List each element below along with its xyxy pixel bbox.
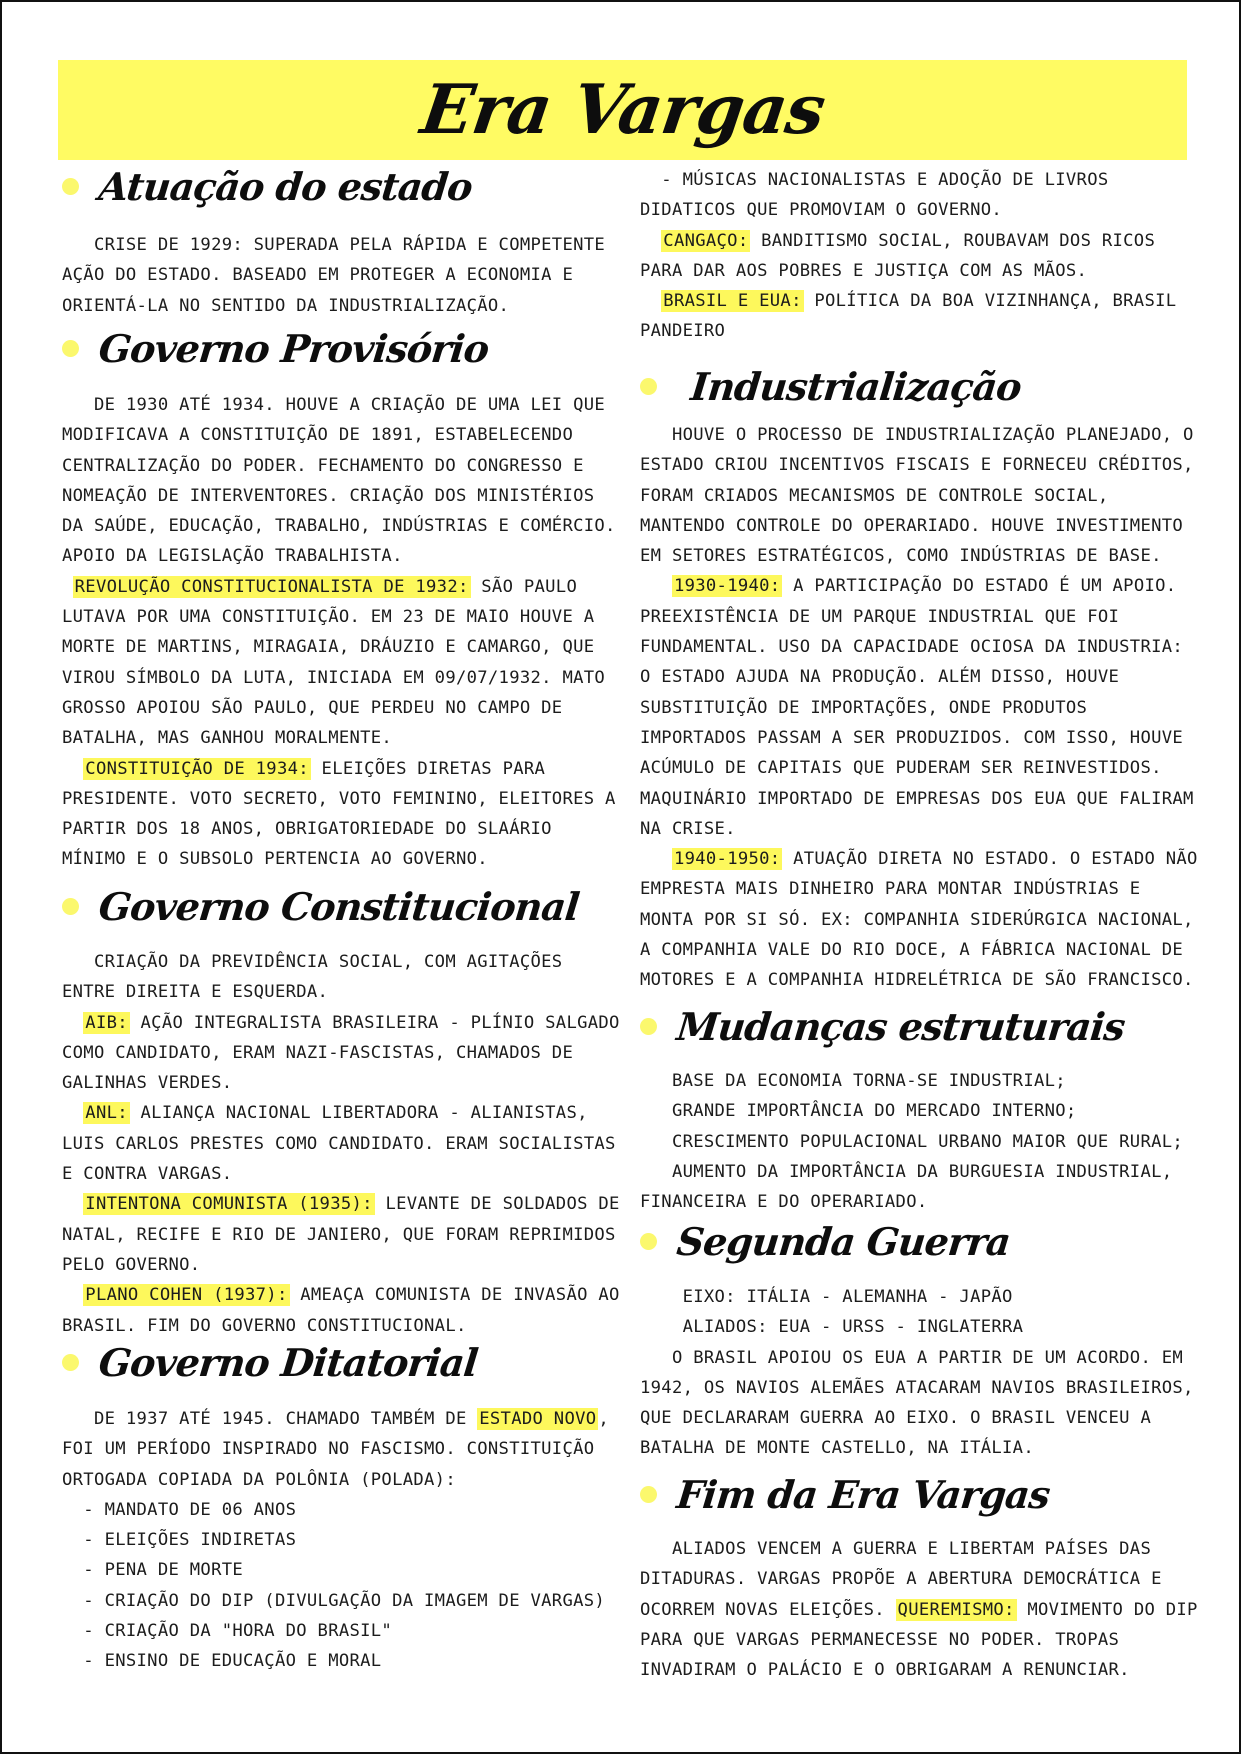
highlighted-term: INTENTONA COMUNISTA (1935): (85, 1194, 373, 1215)
text-line (62, 844, 616, 874)
text-segment: PARTIR DOS 18 ANOS, OBRIGATORIEDADE DO SLAÁRIO (62, 819, 552, 840)
text-segment: BASE DA ECONOMIA TORNA-SE INDUSTRIAL; (640, 1071, 1066, 1091)
highlighted-term: PLANO COHEN (1937): (85, 1285, 288, 1306)
text-segment: O ESTADO AJUDA NA PRODUÇÃO. ALÉM DISSO, HOUVE (640, 667, 1120, 688)
section-heading (62, 164, 475, 209)
section-heading (640, 1004, 1127, 1049)
text-line (640, 1282, 1194, 1312)
text-line (640, 1534, 1198, 1564)
text-segment: EIXO: ITÁLIA - ALEMANHA - JAPÃO (640, 1287, 1013, 1307)
text-line (640, 1312, 1194, 1342)
text-line (640, 1403, 1194, 1433)
text-line (640, 420, 1198, 450)
text-segment (640, 576, 672, 596)
text-line (640, 511, 1198, 541)
highlighted-term: QUEREMISMO: (897, 1599, 1015, 1620)
text-segment: 1942, OS NAVIOS ALEMÃES ATACARAM NAVIOS BRASILEIROS, (640, 1377, 1194, 1398)
text-segment: AÇÃO DO ESTADO. BASEADO EM PROTEGER A ECONOMIA E (62, 265, 574, 286)
text-line (62, 784, 616, 814)
text-line (62, 230, 605, 260)
highlighted-term: ESTADO NOVO (479, 1409, 597, 1429)
text-line (62, 632, 616, 662)
text-segment: - ENSINO DE EDUCAÇÃO E MORAL (62, 1651, 382, 1672)
text-line (62, 1495, 609, 1525)
text-segment: COMO CANDIDATO, ERAM NAZI-FASCISTAS, CHAMADOS DE (62, 1042, 574, 1063)
section-heading (62, 884, 582, 929)
section-heading (640, 1472, 1052, 1517)
text-segment: SÃO PAULO (470, 576, 578, 597)
text-segment: BANDITISMO SOCIAL, ROUBAVAM DOS RICOS (750, 230, 1156, 251)
section-body (62, 390, 616, 875)
text-segment: AMEAÇA COMUNISTA DE INVASÃO AO (289, 1285, 620, 1306)
text-segment: CENTRALIZAÇÃO DO PODER. FECHAMENTO DO CONGRESSO E (62, 455, 584, 476)
text-line (62, 511, 616, 541)
text-segment: FINANCEIRA E DO OPERARIADO. (640, 1192, 928, 1213)
text-segment (640, 231, 661, 251)
text-segment: EM SETORES ESTRATÉGICOS, COMO INDÚSTRIAS DE BASE. (640, 546, 1162, 567)
text-line (62, 814, 616, 844)
text-segment: ALIADOS VENCEM A GUERRA E LIBERTAM PAÍSES DAS (640, 1539, 1152, 1559)
text-segment (62, 1194, 83, 1214)
section-body (640, 1066, 1183, 1217)
text-segment (62, 1103, 83, 1123)
text-line (62, 1250, 620, 1280)
text-segment: VIROU SÍMBOLO DA LUTA, INICIADA EM 09/07/1932. MATO (62, 667, 606, 688)
text-segment: PRESIDENTE. VOTO SECRETO, VOTO FEMININO, ELEITORES A (62, 788, 616, 809)
highlighted-term: 1930-1940: (673, 576, 781, 597)
section-body (62, 947, 620, 1341)
text-line (62, 481, 616, 511)
text-segment: IMPORTADOS PASSAM A SER PRODUZIDOS. COM ISSO, HOUVE (640, 727, 1184, 748)
text-segment: AÇÃO INTEGRALISTA BRASILEIRA - PLÍNIO SALGADO (129, 1012, 620, 1033)
bullet-dot-icon (640, 1486, 657, 1503)
section-title: Governo Constitucional (96, 884, 582, 929)
text-line (62, 977, 620, 1007)
section-heading (640, 364, 1024, 409)
text-segment: MÍNIMO E O SUBSOLO PERTENCIA AO GOVERNO. (62, 849, 488, 870)
bullet-dot-icon (640, 1018, 657, 1035)
text-line (62, 723, 616, 753)
text-segment: ACÚMULO DE CAPITAIS QUE PUDERAM SER REINVESTIDOS. (640, 758, 1162, 779)
text-line (640, 256, 1176, 286)
text-segment: DITADURAS. VARGAS PROPÕE A ABERTURA DEMOCRÁTICA E (640, 1569, 1162, 1590)
text-line (62, 451, 616, 481)
text-segment: BATALHA, MAS GANHOU MORALMENTE. (62, 728, 393, 749)
text-line (640, 753, 1198, 783)
bullet-dot-icon (640, 1233, 657, 1250)
bullet-dot-icon (62, 898, 79, 915)
text-segment: , (598, 1409, 610, 1429)
highlighted-term: REVOLUÇÃO CONSTITUCIONALISTA DE 1932: (74, 576, 469, 597)
text-segment: - CRIAÇÃO DO DIP (DIVULGAÇÃO DA IMAGEM DE VARGAS) (62, 1590, 606, 1611)
text-line (640, 723, 1198, 753)
text-segment: FORAM CRIADOS MECANISMOS DE CONTROLE SOCIAL, (640, 485, 1109, 506)
section-title: Segunda Guerra (674, 1219, 1013, 1264)
text-segment: PREEXISTÊNCIA DE UM PARQUE INDUSTRIAL QUE FOI (640, 606, 1120, 627)
text-line (62, 291, 605, 321)
text-line (640, 814, 1198, 844)
text-segment: A PARTICIPAÇÃO DO ESTADO É UM APOIO. (782, 576, 1177, 597)
text-line (640, 693, 1198, 723)
text-line (640, 481, 1198, 511)
text-segment: ATUAÇÃO DIRETA NO ESTADO. O ESTADO NÃO (782, 849, 1198, 870)
text-segment: FUNDAMENTAL. USO DA CAPACIDADE OCIOSA DA INDUSTRIA: (640, 637, 1184, 658)
text-line (640, 1343, 1194, 1373)
text-line (62, 1404, 609, 1434)
text-segment (62, 1285, 83, 1305)
text-segment: ALIADOS: EUA - URSS - INGLATERRA (640, 1317, 1024, 1338)
text-segment (640, 291, 661, 311)
text-line (640, 450, 1198, 480)
text-line (640, 1625, 1198, 1655)
text-segment: FOI UM PERÍODO INSPIRADO NO FASCISMO. CONSTITUIÇÃO (62, 1439, 595, 1460)
text-line (62, 1098, 620, 1128)
text-segment: GROSSO APOIOU SÃO PAULO, QUE PERDEU NO CAMPO DE (62, 697, 563, 718)
section-title: Industrialização (688, 364, 1024, 409)
text-segment: E CONTRA VARGAS. (62, 1164, 233, 1185)
text-segment: DIDATICOS QUE PROMOVIAM O GOVERNO. (640, 200, 1003, 221)
text-line (62, 754, 616, 784)
text-line (62, 260, 605, 290)
continuation-body (640, 165, 1176, 347)
section-heading (62, 326, 491, 371)
text-line (62, 420, 616, 450)
text-segment: MODIFICAVA A CONSTITUIÇÃO DE 1891, ESTABELECENDO (62, 425, 574, 446)
text-segment: ORIENTÁ-LA NO SENTIDO DA INDUSTRIALIZAÇÃO. (62, 295, 510, 316)
text-segment: MONTA POR SI SÓ. EX: COMPANHIA SIDERÚRGICA NACIONAL, (640, 909, 1194, 930)
text-segment: ESTADO CRIOU INCENTIVOS FISCAIS E FORNECEU CRÉDITOS, (640, 455, 1194, 476)
text-line (62, 1586, 609, 1616)
text-segment: LUTAVA POR UMA CONSTITUIÇÃO. EM 23 DE MAIO HOUVE A (62, 607, 595, 628)
text-segment: MAQUINÁRIO IMPORTADO DE EMPRESAS DOS EUA QUE FALIRAM (640, 788, 1194, 809)
text-line (62, 1555, 609, 1585)
text-line (640, 602, 1198, 632)
text-line (62, 602, 616, 632)
text-line (640, 195, 1176, 225)
section-title: Atuação do estado (96, 164, 475, 209)
text-segment: DA SAÚDE, EDUCAÇÃO, TRABALHO, INDÚSTRIAS E COMÉRCIO. (62, 516, 616, 537)
text-line (62, 947, 620, 977)
text-segment: GRANDE IMPORTÂNCIA DO MERCADO INTERNO; (640, 1101, 1077, 1122)
text-segment: MANTENDO CONTROLE DO OPERARIADO. HOUVE INVESTIMENTO (640, 515, 1184, 536)
text-segment (640, 849, 672, 869)
text-segment: MOVIMENTO DO DIP (1016, 1599, 1198, 1620)
text-line (640, 1564, 1198, 1594)
section-title: Governo Ditatorial (96, 1340, 480, 1385)
text-segment: PARA QUE VARGAS PERMANECESSE NO PODER. TROPAS (640, 1629, 1120, 1650)
text-segment (62, 1013, 83, 1033)
text-segment: A COMPANHIA VALE DO RIO DOCE, A FÁBRICA NACIONAL DE (640, 940, 1184, 961)
text-segment: - CRIAÇÃO DA "HORA DO BRASIL" (62, 1621, 393, 1642)
text-line (62, 1616, 609, 1646)
text-line (640, 286, 1176, 316)
text-line (640, 1655, 1198, 1685)
section-title: Mudanças estruturais (674, 1004, 1127, 1049)
text-line (62, 1189, 620, 1219)
highlighted-term: CANGAÇO: (663, 230, 749, 251)
text-line (62, 1311, 620, 1341)
text-line (62, 541, 616, 571)
section-body (640, 420, 1198, 996)
text-segment: - MANDATO DE 06 ANOS (62, 1499, 297, 1520)
text-segment: O BRASIL APOIOU OS EUA A PARTIR DE UM ACORDO. EM (640, 1347, 1184, 1368)
text-line (62, 1525, 609, 1555)
text-line (640, 226, 1176, 256)
text-segment: ELEIÇÕES DIRETAS PARA (310, 758, 546, 779)
text-line (640, 1187, 1183, 1217)
highlighted-term: BRASIL E EUA: (663, 291, 802, 312)
bullet-dot-icon (62, 1354, 79, 1371)
text-segment: CRISE DE 1929: SUPERADA PELA RÁPIDA E COMPETENTE (62, 235, 606, 255)
text-line (640, 1096, 1183, 1126)
text-line (62, 663, 616, 693)
bullet-dot-icon (640, 378, 657, 395)
highlighted-term: 1940-1950: (673, 849, 781, 870)
highlighted-term: AIB: (85, 1012, 128, 1033)
section-body (62, 1404, 609, 1677)
text-line (640, 1595, 1198, 1625)
text-segment: ORTOGADA COPIADA DA POLÔNIA (POLADA): (62, 1469, 456, 1490)
text-line (640, 905, 1198, 935)
text-line (640, 662, 1198, 692)
text-segment: AUMENTO DA IMPORTÂNCIA DA BURGUESIA INDUSTRIAL, (640, 1161, 1173, 1182)
text-segment: PELO GOVERNO. (62, 1254, 201, 1275)
section-title: Fim da Era Vargas (674, 1472, 1052, 1517)
text-segment: ENTRE DIREITA E ESQUERDA. (62, 982, 329, 1003)
text-segment: PANDEIRO (640, 321, 726, 342)
text-segment: HOUVE O PROCESSO DE INDUSTRIALIZAÇÃO PLANEJADO, O (640, 425, 1194, 445)
text-segment: - MÚSICAS NACIONALISTAS E ADOÇÃO DE LIVROS (640, 170, 1109, 190)
text-line (62, 1465, 609, 1495)
section-title: Governo Provisório (96, 326, 491, 371)
text-segment: - PENA DE MORTE (62, 1560, 244, 1581)
text-line (640, 632, 1198, 662)
text-segment: LUIS CARLOS PRESTES COMO CANDIDATO. ERAM SOCIALISTAS (62, 1133, 616, 1154)
text-segment: BRASIL. FIM DO GOVERNO CONSTITUCIONAL. (62, 1315, 467, 1336)
text-line (640, 165, 1176, 195)
text-segment: CRESCIMENTO POPULACIONAL URBANO MAIOR QUE RURAL; (640, 1131, 1184, 1152)
text-line (640, 1157, 1183, 1187)
text-segment: OCORREM NOVAS ELEIÇÕES. (640, 1599, 896, 1620)
text-segment: INVADIRAM O PALÁCIO E O OBRIGARAM A RENUNCIAR. (640, 1660, 1130, 1681)
bullet-dot-icon (62, 340, 79, 357)
text-segment: MORTE DE MARTINS, MIRAGAIA, DRÁUZIO E CAMARGO, QUE (62, 637, 595, 658)
text-segment: ALIANÇA NACIONAL LIBERTADORA - ALIANISTAS, (129, 1103, 588, 1124)
text-segment: CRIAÇÃO DA PREVIDÊNCIA SOCIAL, COM AGITAÇÕES (62, 952, 563, 972)
text-line (640, 541, 1198, 571)
title-banner (58, 60, 1187, 160)
highlighted-term: ANL: (85, 1103, 128, 1124)
highlighted-term: CONSTITUIÇÃO DE 1934: (85, 758, 309, 779)
text-line (62, 1129, 620, 1159)
text-line (640, 1127, 1183, 1157)
text-segment: GALINHAS VERDES. (62, 1073, 233, 1094)
text-line (640, 571, 1198, 601)
section-body (62, 230, 605, 321)
text-segment (62, 759, 83, 779)
text-line (640, 874, 1198, 904)
text-line (62, 1068, 620, 1098)
text-line (62, 1646, 609, 1676)
section-heading (640, 1219, 1013, 1264)
text-line (640, 1373, 1194, 1403)
section-heading (62, 1340, 480, 1385)
text-segment: PARA DAR AOS POBRES E JUSTIÇA COM AS MÃOS. (640, 260, 1088, 281)
text-segment: NA CRISE. (640, 818, 736, 839)
text-line (62, 390, 616, 420)
text-segment: SUBSTITUIÇÃO DE IMPORTAÇÕES, ONDE PRODUTOS (640, 697, 1088, 718)
text-segment: LEVANTE DE SOLDADOS DE (374, 1194, 620, 1215)
text-line (62, 693, 616, 723)
section-body (640, 1282, 1194, 1464)
text-segment: BATALHA DE MONTE CASTELLO, NA ITÁLIA. (640, 1438, 1034, 1459)
text-segment (62, 577, 73, 597)
text-segment: POLÍTICA DA BOA VIZINHANÇA, BRASIL (803, 291, 1177, 312)
text-line (62, 1280, 620, 1310)
text-segment: APOIO DA LEGISLAÇÃO TRABALHISTA. (62, 546, 403, 567)
text-line (640, 844, 1198, 874)
text-line (62, 1159, 620, 1189)
text-line (640, 1433, 1194, 1463)
text-line (640, 316, 1176, 346)
text-line (640, 784, 1198, 814)
text-segment: DE 1937 ATÉ 1945. CHAMADO TAMBÉM DE (62, 1409, 478, 1429)
text-segment: QUE DECLARARAM GUERRA AO EIXO. O BRASIL VENCEU A (640, 1408, 1152, 1429)
text-line (62, 1038, 620, 1068)
text-segment: DE 1930 ATÉ 1934. HOUVE A CRIAÇÃO DE UMA LEI QUE (62, 395, 606, 415)
text-line (62, 572, 616, 602)
text-line (640, 1066, 1183, 1096)
text-line (62, 1434, 609, 1464)
text-segment: NATAL, RECIFE E RIO DE JANIERO, QUE FORAM REPRIMIDOS (62, 1224, 616, 1245)
text-segment: - ELEIÇÕES INDIRETAS (62, 1530, 297, 1551)
text-segment: MOTORES E A COMPANHIA HIDRELÉTRICA DE SÃO FRANCISCO. (640, 970, 1194, 991)
section-body (640, 1534, 1198, 1685)
page-title: Era Vargas (416, 70, 829, 150)
text-line (62, 1220, 620, 1250)
bullet-dot-icon (62, 178, 79, 195)
text-line (62, 1008, 620, 1038)
text-segment: EMPRESTA MAIS DINHEIRO PARA MONTAR INDÚSTRIAS E (640, 879, 1141, 900)
text-line (640, 965, 1198, 995)
text-line (640, 935, 1198, 965)
text-segment: NOMEAÇÃO DE INTERVENTORES. CRIAÇÃO DOS MINISTÉRIOS (62, 485, 595, 506)
